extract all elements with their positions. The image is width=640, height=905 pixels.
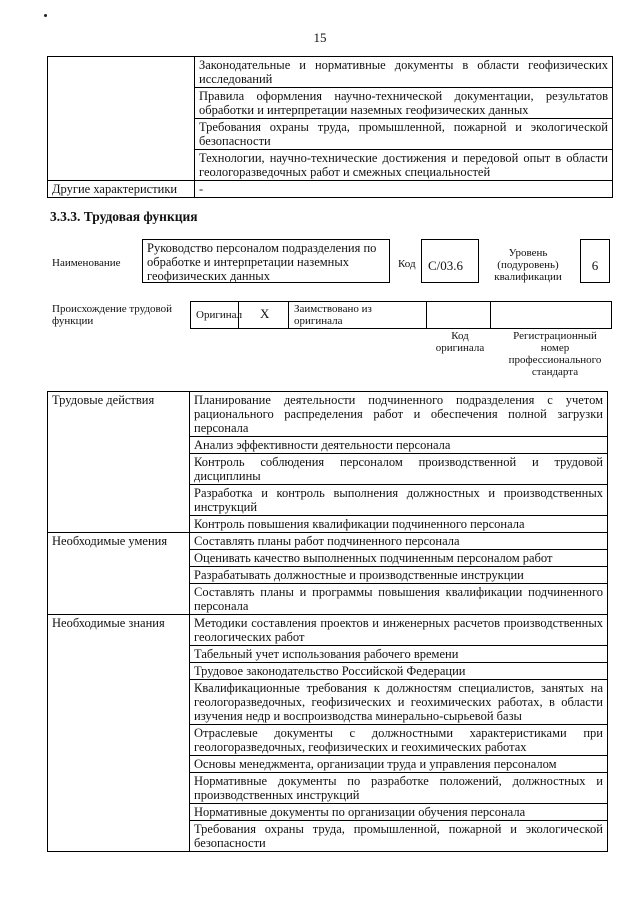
table-cell: Требования охраны труда, промышленной, пожарной и экологической безопасности [190,821,608,852]
table-cell: Оценивать качество выполненных подчиненным персоналом работ [190,550,608,567]
page-number: 15 [313,30,327,45]
table-cell: Планирование деятельности подчиненного подразделения с учетом рационального распределения работ и обеспечения полной загрузки персонала [190,392,608,437]
group-label: Необходимые знания [48,615,190,852]
table-cell: Нормативные документы по разработке положений, должностных и производственных инструкций [190,773,608,804]
table-cell: Разрабатывать должностные и производственные инструкции [190,567,608,584]
table-cell: Отраслевые документы с должностными характеристиками при геологоразведочных, геофизических и геохимических работах [190,725,608,756]
original-label: Оригинал [196,309,243,321]
table-cell: Анализ эффективности деятельности персонала [190,437,608,454]
table-cell: Составлять планы работ подчиненного персонала [190,533,608,550]
borrowed-label: Заимствовано из оригинала [294,303,372,327]
code-label: Код [398,258,416,270]
table-cell: Законодательные и нормативные документы в области геофизических исследований [195,57,613,88]
code-original-caption: Код оригинала [435,330,485,354]
table-cell: Основы менеджмента, организации труда и управления персоналом [190,756,608,773]
table-cell: Контроль повышения квалификации подчиненного персонала [190,516,608,533]
table-cell: Требования охраны труда, промышленной, пожарной и экологической безопасности [195,119,613,150]
function-name-box: Руководство персоналом подразделения по обработке и интерпретации наземных геофизических данных [142,239,390,283]
table-cell: Табельный учет использования рабочего времени [190,646,608,663]
name-label: Наименование [52,257,121,269]
group-label: Необходимые умения [48,533,190,615]
table-cell: Составлять планы и программы повышения квалификации подчиненного персонала [190,584,608,615]
divider [490,301,491,328]
table-cell: - [195,181,613,198]
divider [426,301,427,328]
reg-number-caption: Регистрационный номер профессионального стандарта [508,330,602,378]
scan-dot [44,14,47,17]
level-value-box: 6 [580,239,610,283]
table-cell: Разработка и контроль выполнения должностных и производственных инструкций [190,485,608,516]
labor-function-table [47,391,608,852]
table-label-cell: Другие характеристики [48,181,195,198]
original-mark: X [260,306,270,321]
group-label: Трудовые действия [48,392,190,533]
table-cell: Технологии, научно-технические достижения и передовой опыт в области геологоразведочных работ и смежных специальностей [195,150,613,181]
table-cell: Трудовое законодательство Российской Федерации [190,663,608,680]
table-cell: Квалификационные требования к должностям специалистов, занятых на геологоразведочных, геофизических и геохимических работах, в области изучения недр и воспроизводства минерально-сырьевой базы [190,680,608,725]
table-cell: Нормативные документы по организации обучения персонала [190,804,608,821]
function-code-box: C/03.6 [421,239,479,283]
origin-label: Происхождение трудовой функции [52,303,173,327]
table-cell: Методики составления проектов и инженерных расчетов производственных геологических работ [190,615,608,646]
table-cell: Контроль соблюдения персоналом производственной и трудовой дисциплины [190,454,608,485]
table-cell: Правила оформления научно-технической документации, результатов обработки и интерпретации наземных геофизических данных [195,88,613,119]
table-label-cell [48,57,195,181]
level-label: Уровень (подуровень) квалификации [494,247,562,283]
section-title: 3.3.3. Трудовая функция [50,209,198,224]
divider [288,301,289,328]
previous-section-table [47,56,613,198]
